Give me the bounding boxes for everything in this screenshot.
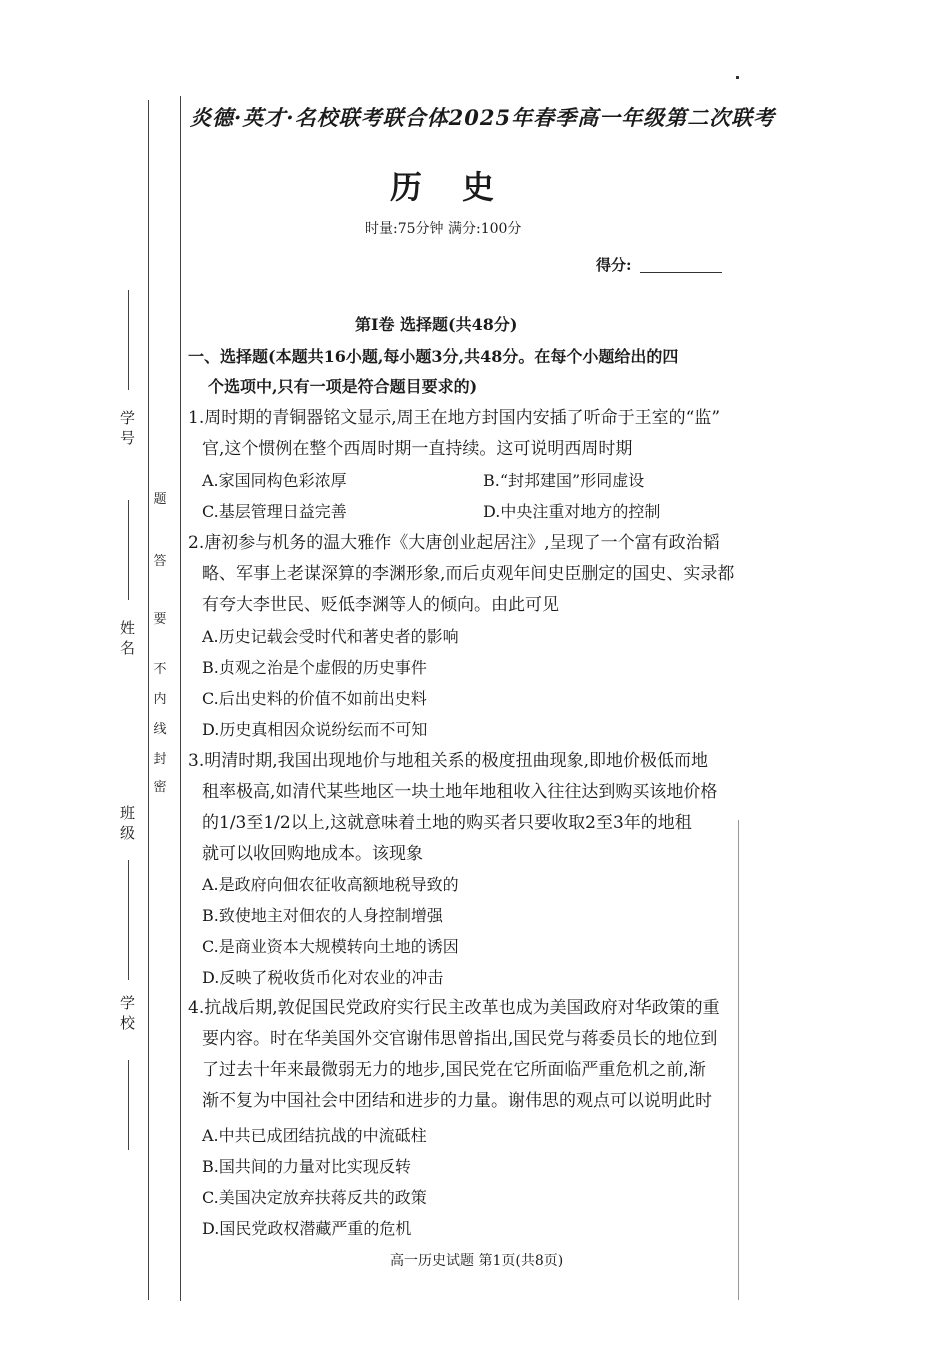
seal-char: 密 xyxy=(153,780,167,795)
q3-option-c[interactable]: C.是商业资本大规模转向土地的诱因 xyxy=(202,937,459,956)
score-label: 得分: xyxy=(596,256,632,274)
question-text-line: 渐不复为中国社会中团结和进步的力量。谢伟思的观点可以说明此时 xyxy=(202,1091,712,1111)
seal-char: 线 xyxy=(153,722,167,737)
seal-char: 不 xyxy=(153,662,167,677)
page-right-border xyxy=(738,820,739,1300)
question-text-line: 了过去十年来最微弱无力的地步,国民党在它所面临严重危机之前,渐 xyxy=(202,1060,706,1080)
q4-option-c[interactable]: C.美国决定放弃扶蒋反共的政策 xyxy=(202,1188,427,1207)
section-title: 第Ⅰ卷 选择题(共48分) xyxy=(355,315,518,334)
q3-option-b[interactable]: B.致使地主对佃农的人身控制增强 xyxy=(202,906,443,925)
q3-option-a[interactable]: A.是政府向佃农征收高额地税导致的 xyxy=(202,875,459,894)
question-text-line: 3.明清时期,我国出现地价与地租关系的极度扭曲现象,即地价极低而地 xyxy=(188,751,709,771)
q1-option-c[interactable]: C.基层管理日益完善 xyxy=(202,502,347,521)
seal-char: 封 xyxy=(153,752,167,767)
field-school: 学 校 xyxy=(118,995,136,1030)
field-blank-student-number xyxy=(128,290,129,390)
question-text-line: 的1/3至1/2以上,这就意味着土地的购买者只要收取2至3年的地租 xyxy=(202,813,692,833)
question-text-line: 1.周时期的青铜器铭文显示,周王在地方封国内安插了听命于王室的“监” xyxy=(188,408,721,428)
seal-char: 题 xyxy=(153,492,167,507)
question-text-line: 要内容。时在华美国外交官谢伟思曾指出,国民党与蒋委员长的地位到 xyxy=(202,1029,718,1049)
question-text-line: 官,这个惯例在整个西周时期一直持续。这可说明西周时期 xyxy=(202,439,633,459)
question-text-line: 4.抗战后期,敦促国民党政府实行民主改革也成为美国政府对华政策的重 xyxy=(188,998,720,1018)
time-and-score-info: 时量:75分钟 满分:100分 xyxy=(365,221,522,237)
q4-option-b[interactable]: B.国共间的力量对比实现反转 xyxy=(202,1157,411,1176)
seal-char: 要 xyxy=(153,612,167,627)
seal-line-text xyxy=(150,0,170,1345)
section-instruction-line1: 一、选择题(本题共16小题,每小题3分,共48分。在每个小题给出的四 xyxy=(188,347,679,366)
scan-speck xyxy=(736,76,739,79)
question-text-line: 就可以收回购地成本。该现象 xyxy=(202,844,423,864)
question-text-line: 2.唐初参与机务的温大雅作《大唐创业起居注》,呈现了一个富有政治韬 xyxy=(188,533,720,553)
field-student-number: 学 号 xyxy=(118,410,136,445)
q2-option-c[interactable]: C.后出史料的价值不如前出史料 xyxy=(202,689,427,708)
q4-option-d[interactable]: D.国民党政权潜藏严重的危机 xyxy=(202,1219,412,1238)
section-instruction-line2: 个选项中,只有一项是符合题目要求的) xyxy=(208,377,478,396)
seal-char: 答 xyxy=(153,554,167,569)
seal-char: 内 xyxy=(153,692,167,707)
binding-line-inner xyxy=(180,96,181,1301)
q1-option-d[interactable]: D.中央注重对地方的控制 xyxy=(483,502,661,521)
binding-line-outer xyxy=(148,100,149,1300)
q1-option-b[interactable]: B.“封邦建国”形同虚设 xyxy=(483,471,645,490)
field-blank-school xyxy=(128,1060,129,1150)
score-blank xyxy=(640,272,722,273)
question-text-line: 租率极高,如清代某些地区一块土地年地租收入往往达到购买该地价格 xyxy=(202,782,718,802)
field-blank-class xyxy=(128,860,129,980)
question-1 xyxy=(188,403,726,465)
subject-title: 历史 xyxy=(390,168,535,206)
question-2 xyxy=(188,528,735,621)
q1-option-a[interactable]: A.家国同构色彩浓厚 xyxy=(202,471,347,490)
exam-title: 炎德·英才·名校联考联合体2025年春季高一年级第二次联考 xyxy=(190,105,776,130)
field-name: 姓 名 xyxy=(118,620,136,655)
question-4 xyxy=(188,993,726,1117)
q2-option-a[interactable]: A.历史记载会受时代和著史者的影响 xyxy=(202,627,459,646)
field-blank-name xyxy=(128,500,129,600)
q2-option-d[interactable]: D.历史真相因众说纷纭而不可知 xyxy=(202,720,428,739)
q3-option-d[interactable]: D.反映了税收货币化对农业的冲击 xyxy=(202,968,444,987)
field-class: 班 级 xyxy=(118,805,136,840)
question-3 xyxy=(188,746,726,870)
question-text-line: 略、军事上老谋深算的李渊形象,而后贞观年间史臣删定的国史、实录都 xyxy=(202,564,735,584)
page-footer: 高一历史试题 第1页(共8页) xyxy=(390,1253,564,1269)
q4-option-a[interactable]: A.中共已成团结抗战的中流砥柱 xyxy=(202,1126,427,1145)
q2-option-b[interactable]: B.贞观之治是个虚假的历史事件 xyxy=(202,658,427,677)
question-text-line: 有夸大李世民、贬低李渊等人的倾向。由此可见 xyxy=(202,595,559,615)
